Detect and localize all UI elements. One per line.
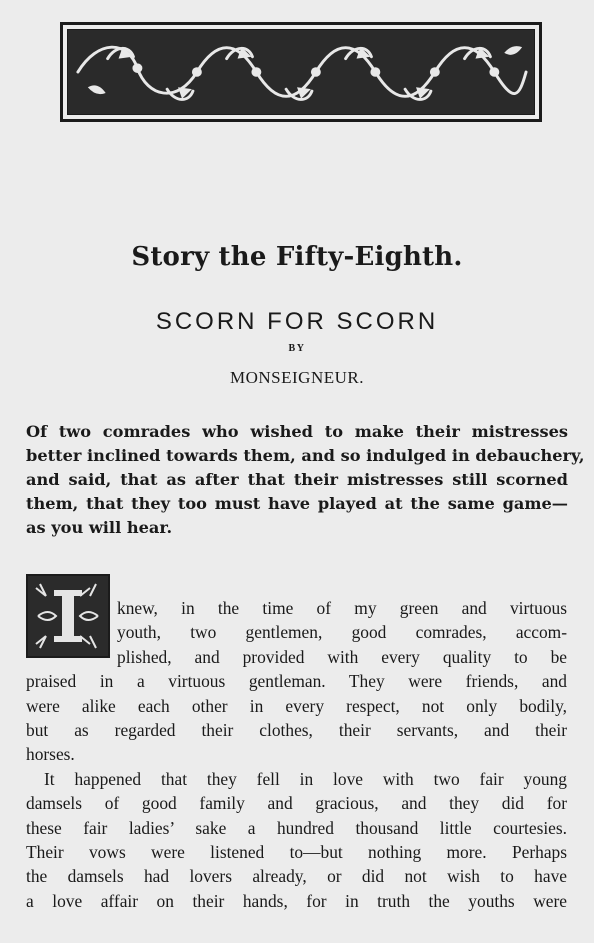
floral-ornament-icon: [60, 22, 542, 122]
body-line: were alike each other in every respect, not only bodily,: [26, 695, 567, 716]
story-title: Story the Fifty-Eighth.: [131, 242, 463, 272]
story-body: [26, 596, 567, 913]
author-name: MONSEIGNEUR.: [230, 368, 364, 387]
summary-line: Of two comrades who wished to make their mistresses: [26, 422, 568, 441]
body-line: knew, in the time of my green and virtuous: [117, 598, 567, 618]
body-line: Their vows were listened to—but nothing more. Perhaps: [26, 842, 567, 863]
body-line: It happened that they fell in love with two fair young: [44, 768, 567, 789]
summary-line: better inclined towards them, and so indulged in debauchery,: [26, 446, 585, 465]
body-line: these fair ladies’ sake a hundred thousand little courtesies.: [26, 817, 567, 838]
body-line: youth, two gentlemen, good comrades, accom-: [117, 622, 567, 643]
summary-line: them, that they too must have played at the same game—: [26, 494, 568, 513]
body-line: praised in a virtuous gentleman. They were friends, and: [26, 671, 567, 692]
byline-label: BY: [288, 343, 306, 354]
chapter-title: SCORN FOR SCORN: [155, 308, 439, 335]
body-line: a love affair on their hands, for in truth the youths were: [26, 890, 567, 911]
body-line: the damsels had lovers already, or did not wish to have: [26, 866, 567, 887]
body-line: damsels of good family and gracious, and they did for: [26, 793, 567, 814]
body-line: horses.: [26, 744, 75, 765]
body-line: but as regarded their clothes, their servants, and their: [26, 720, 567, 741]
summary-line: and said, that as after that their mistresses still scorned: [26, 470, 568, 489]
summary-line: as you will hear.: [26, 518, 173, 537]
story-summary: [26, 420, 585, 540]
body-line: plished, and provided with every quality to be: [117, 646, 567, 667]
